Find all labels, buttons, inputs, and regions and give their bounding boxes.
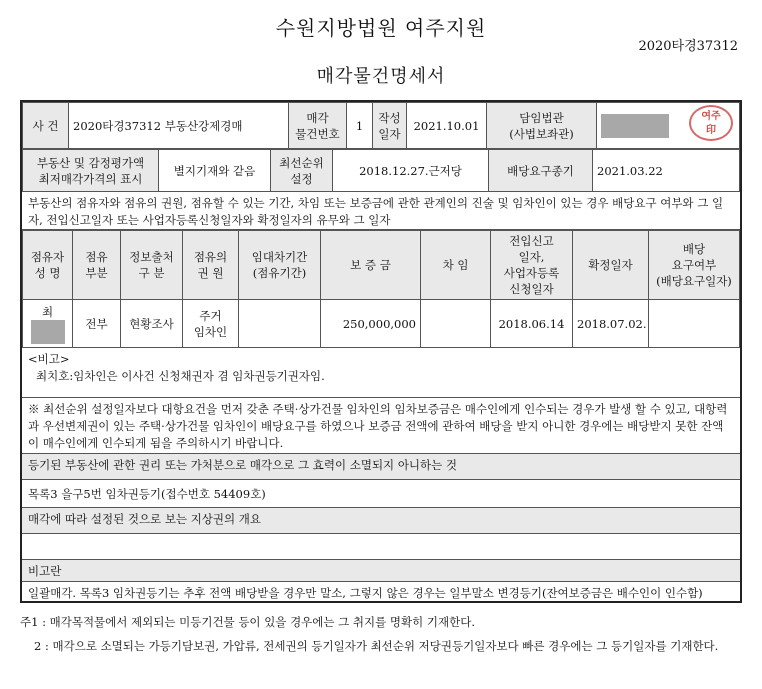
court-seal: 여주 印 [689, 105, 733, 141]
remarks-label: <비고> [28, 352, 70, 366]
occupied-part: 전부 [73, 300, 121, 348]
item-no-label: 매각 물건번호 [289, 103, 347, 149]
info-source: 현황조사 [121, 300, 183, 348]
redacted-occupant-name [31, 320, 65, 344]
remarks-text: 최치호:임차인은 이사건 신청채권자 겸 임차권등기권자임. [36, 369, 325, 383]
memo-text: 일괄매각. 목록3 임차권등기는 추후 전액 배당받을 경우만 말소, 그렇지 않은 경우는 일부말소 변경등기(잔여보증금은 배수인이 인수함) [28, 586, 703, 600]
occupant-name-cell [23, 300, 73, 348]
col-period: 임대차기간 (점유기간) [239, 231, 321, 300]
occupancy-table [22, 230, 740, 348]
fixed-date: 2018.07.02. [573, 300, 649, 348]
memo-title: 비고란 [22, 560, 740, 582]
deadline-value: 2021.03.22 [593, 150, 740, 192]
property-info-table [22, 149, 740, 192]
col-dividend: 배당 요구여부 (배당요구일자) [649, 231, 740, 300]
judge-label: 담임법관 (사법보좌관) [487, 103, 597, 149]
property-label: 부동산 및 감정평가액 최저매각가격의 표시 [23, 150, 159, 192]
col-fixed-date: 확정일자 [573, 231, 649, 300]
case-label: 사 건 [23, 103, 69, 149]
footnote-2: 2 : 매각으로 소멸되는 가등기담보권, 가압류, 전세권의 등기일자가 최선순위 저당권등기일자보다 빠른 경우에는 그 등기일자를 기재한다. [34, 639, 719, 653]
judge-cell [597, 103, 740, 149]
col-part: 점유 부분 [73, 231, 121, 300]
rights-section-text: 목록3 을구5번 임차권등기(접수번호 54409호) [22, 480, 740, 508]
item-no-value: 1 [347, 103, 373, 149]
lease-period [239, 300, 321, 348]
deposit-amount: 250,000,000 [321, 300, 421, 348]
property-value: 별지기재와 같음 [159, 150, 271, 192]
surface-rights-text [22, 534, 740, 560]
redacted-judge-name [601, 114, 669, 138]
move-in-date: 2018.06.14 [491, 300, 573, 348]
court-title: 수원지방법원 여주지원 [275, 16, 487, 40]
col-source: 정보출처 구 분 [121, 231, 183, 300]
document-title: 매각물건명세서 [316, 66, 446, 87]
case-number: 2020타경37312 [638, 39, 738, 54]
col-occupant: 점유자 성 명 [23, 231, 73, 300]
notice-text: ※ 최선순위 설정일자보다 대항요건을 먼저 갖춘 주택·상가건물 임차인의 임차보증금은 매수인에게 인수되는 경우가 발생 할 수 있고, 대항력과 우선변제권이 있는 주택·상가건물 임차인이 배당요구를 하였으나 보증금 전액에 관하여 배당을 받지 아니한 경우에는 배당받지 못한 잔액이 매수인에게 인수되게 됨을 주의하시기 바랍니다. [22, 398, 740, 454]
surface-rights-title: 매각에 따라 설정된 것으로 보는 지상권의 개요 [22, 508, 740, 534]
footnote-1: 주1 : 매각목적물에서 제외되는 미등기건물 등이 있을 경우에는 그 취지를 명확히 기재한다. [20, 615, 475, 629]
col-deposit: 보 증 금 [321, 231, 421, 300]
rent-amount [421, 300, 491, 348]
occupancy-header-row [23, 231, 740, 300]
case-value: 2020타경37312 부동산강제경매 [69, 103, 289, 149]
occupancy-description: 부동산의 점유자와 점유의 권원, 점유할 수 있는 기간, 차임 또는 보증금에 관한 관계인의 진술 및 임차인이 있는 경우 배당요구 여부와 그 일자, 전입신고일자 또는 사업자등록신청일자와 확정일자의 유무와 그 일자 [22, 192, 740, 230]
table-row [23, 300, 740, 348]
rights-section-title: 등기된 부동산에 관한 권리 또는 가처분으로 매각으로 그 효력이 소멸되지 아니하는 것 [22, 454, 740, 480]
remarks-box [22, 348, 740, 398]
case-info-table [22, 102, 740, 149]
written-date-label: 작성 일자 [373, 103, 407, 149]
col-title: 점유의 권 원 [183, 231, 239, 300]
occupant-name: 최 [41, 304, 54, 319]
col-move-in: 전입신고 일자, 사업자등록 신청일자 [491, 231, 573, 300]
written-date-value: 2021.10.01 [407, 103, 487, 149]
col-rent: 차 임 [421, 231, 491, 300]
deadline-label: 배당요구종기 [489, 150, 593, 192]
priority-label: 최선순위 설정 [271, 150, 333, 192]
dividend-request [649, 300, 740, 348]
statement-frame [20, 100, 742, 603]
occupancy-title: 주거 임차인 [183, 300, 239, 348]
priority-value: 2018.12.27.근저당 [333, 150, 489, 192]
